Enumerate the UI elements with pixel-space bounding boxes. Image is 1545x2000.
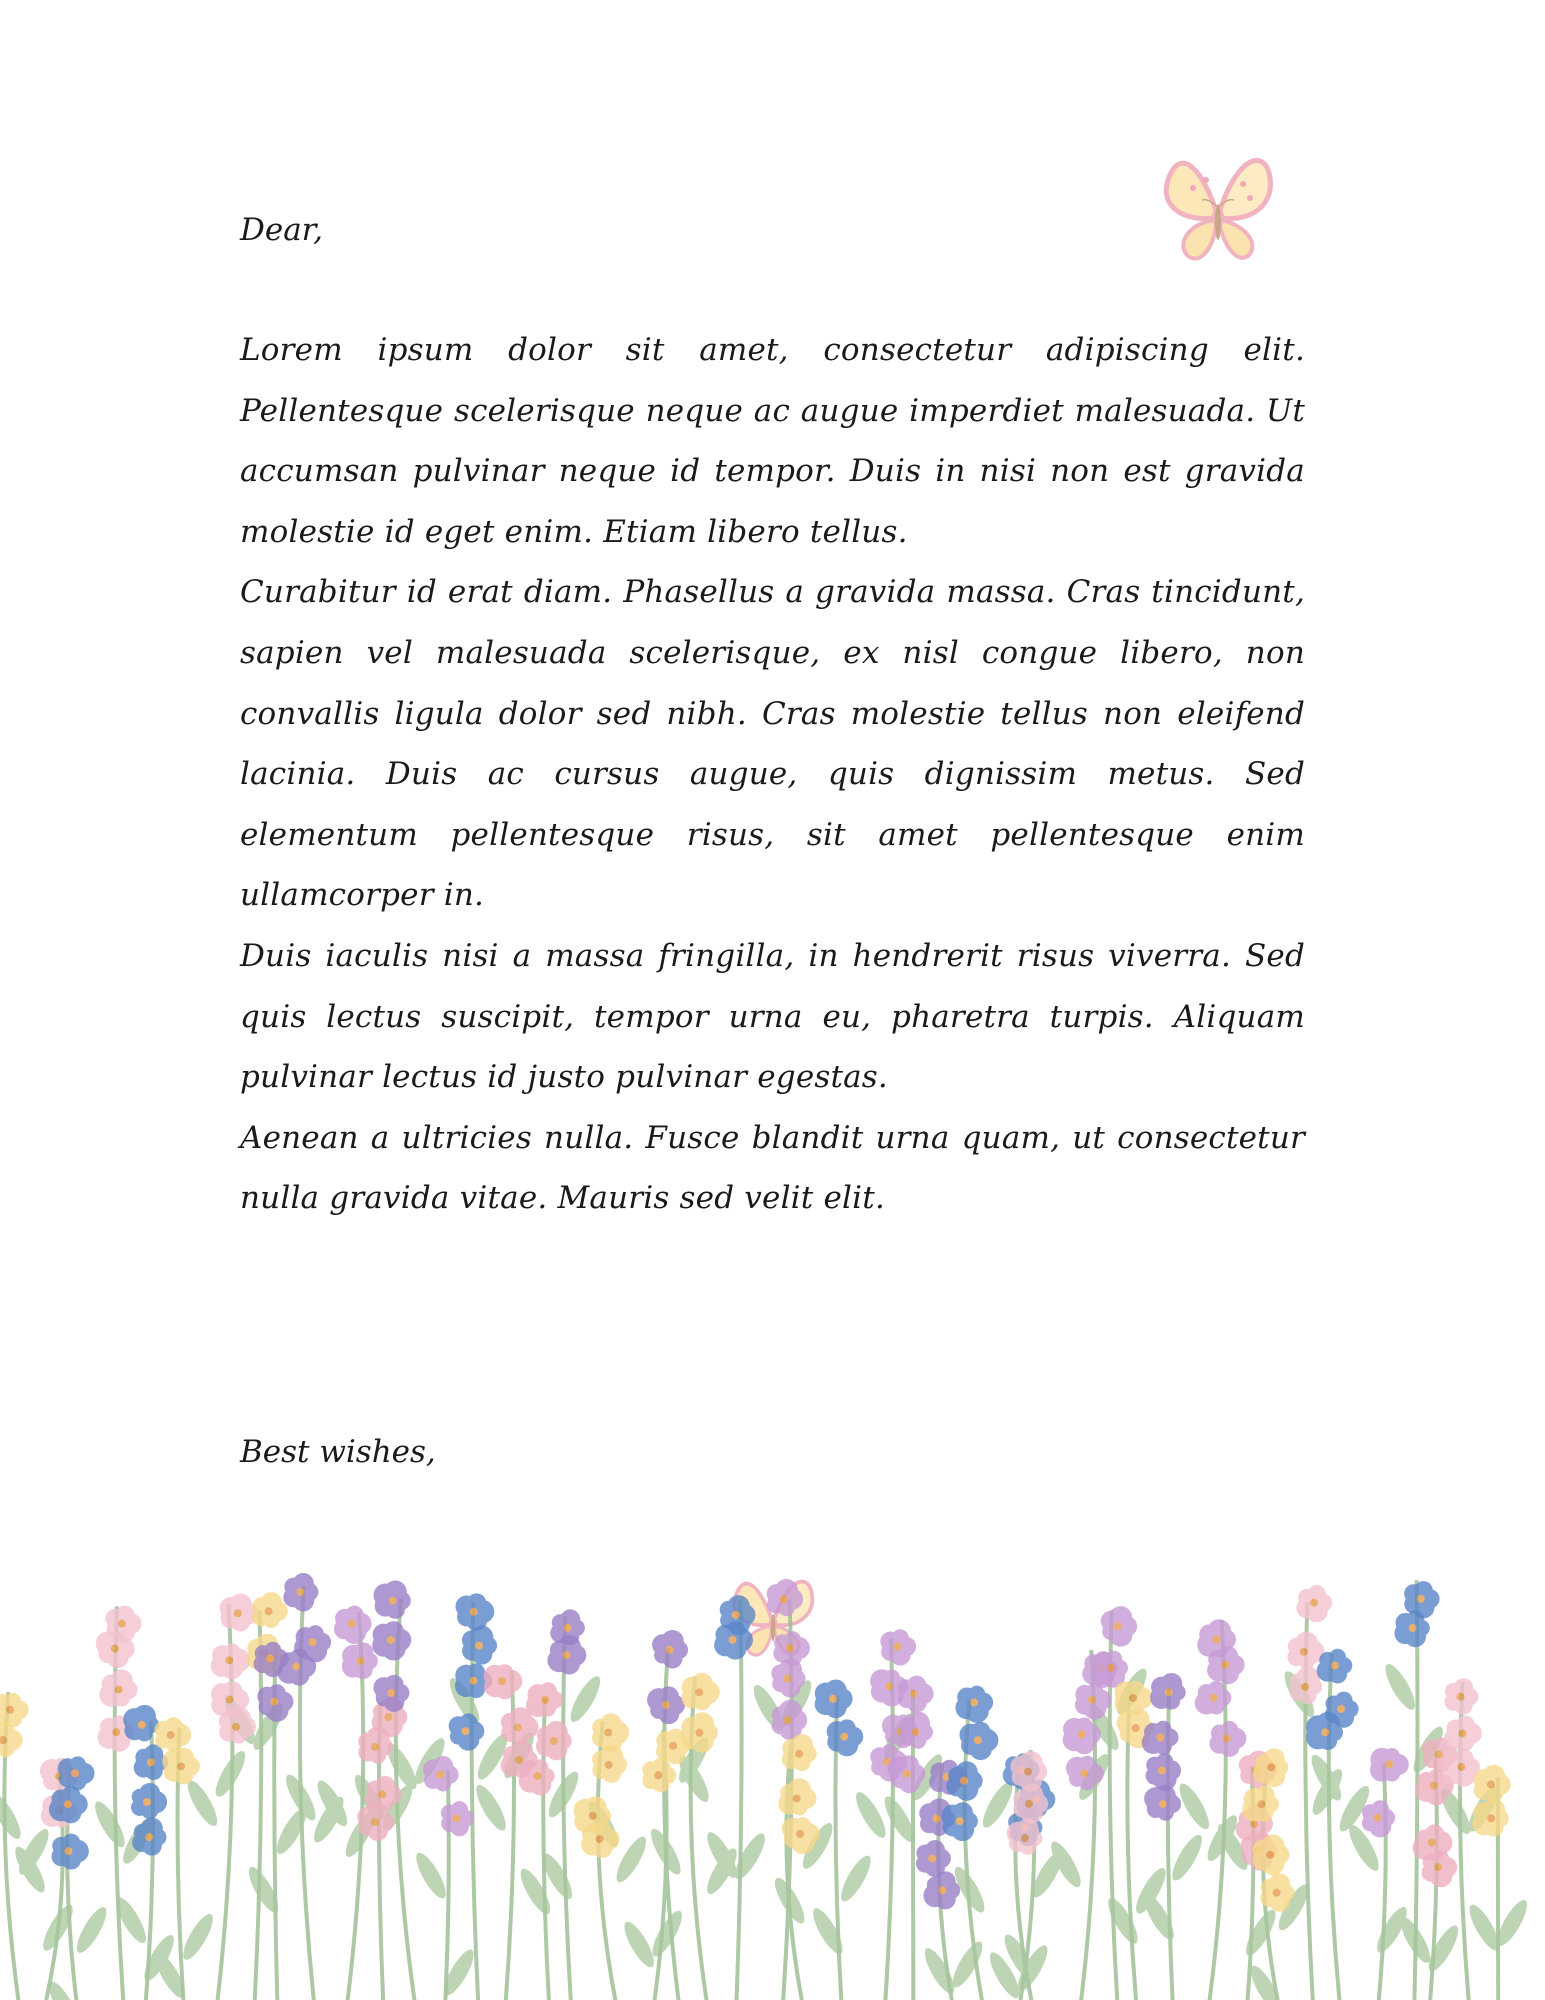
flower-bloom xyxy=(334,1606,372,1644)
flower-bloom xyxy=(123,1705,159,1742)
flower-bloom xyxy=(652,1630,688,1669)
flower-bloom xyxy=(1209,1721,1246,1757)
flower-bloom xyxy=(0,1693,29,1728)
flower-leaf xyxy=(836,1852,876,1905)
paragraph-2: Curabitur id erat diam. Phasellus a gravida massa. Cras tincidunt, sapien vel malesuada scelerisque, ex nisl congue libero, non convallis ligula dolor sed nibh. Cras molestie tellus non eleifend lacinia. Duis ac cursus augue, quis dignissim metus. Sed elementum pellentesque risus, sit amet pellentesque enim ullamcorper in. xyxy=(240,574,1305,914)
flower-bloom xyxy=(49,1786,88,1823)
flower-bloom xyxy=(0,1723,23,1757)
flower-bloom xyxy=(1306,1712,1343,1750)
closing: Best wishes, xyxy=(240,1434,436,1470)
flower-bloom xyxy=(923,1871,960,1909)
flower-bloom xyxy=(1207,1646,1245,1684)
flower-bloom xyxy=(373,1581,410,1619)
flower-bloom xyxy=(220,1594,259,1632)
letter-body xyxy=(240,320,1305,1229)
flower-bloom xyxy=(592,1745,627,1783)
flower-bloom xyxy=(1144,1785,1181,1820)
flower-leaf xyxy=(411,1849,451,1902)
flower-leaf xyxy=(1423,1922,1463,1975)
flower-leaf xyxy=(920,1945,960,1998)
flower-leaf xyxy=(808,1905,848,1958)
paragraph-4: Aenean a ultricies nulla. Fusce blandit urna quam, ut consectetur nulla gravida vitae. Mauris sed velit elit. xyxy=(240,1119,1305,1217)
flower-leaf xyxy=(183,1777,223,1830)
flower-bloom xyxy=(547,1635,586,1674)
letter xyxy=(240,210,1305,1470)
flower-bloom xyxy=(1445,1678,1479,1714)
flower-leaf xyxy=(948,1938,988,1991)
flower-bloom xyxy=(462,1626,497,1665)
flower-bloom xyxy=(955,1686,993,1723)
flower-bloom xyxy=(767,1579,803,1616)
flower-bloom xyxy=(342,1642,378,1679)
flower-bloom xyxy=(1473,1765,1510,1803)
flower-bloom xyxy=(423,1756,459,1791)
flower-leaf xyxy=(1139,1890,1179,1943)
flower-leaf xyxy=(1241,1906,1281,1959)
flower-leaf xyxy=(244,1863,284,1916)
flower-bloom xyxy=(1101,1606,1137,1647)
flower-bloom xyxy=(647,1686,685,1724)
flower-bloom xyxy=(58,1756,95,1790)
flower-bloom xyxy=(155,1717,192,1752)
flower-bloom xyxy=(1472,1799,1508,1837)
flower-bloom xyxy=(456,1593,495,1631)
flower-bloom xyxy=(941,1802,978,1841)
flower-bloom xyxy=(51,1834,88,1870)
flower-stem xyxy=(1378,1763,1386,2000)
flower-bloom xyxy=(441,1801,474,1836)
flower-bloom xyxy=(1146,1753,1182,1791)
flower-bloom xyxy=(898,1676,934,1713)
flower-stem xyxy=(445,1770,449,2000)
flower-leaf xyxy=(90,1798,130,1851)
flower-leaf xyxy=(1380,1660,1420,1713)
flower-bloom xyxy=(1142,1721,1179,1755)
flower-bloom xyxy=(1296,1585,1332,1622)
salutation: Dear, xyxy=(240,212,323,248)
flower-leaf xyxy=(72,1903,112,1956)
flower-bloom xyxy=(526,1682,563,1717)
wildflower-meadow xyxy=(0,1540,1545,2000)
flower-bloom xyxy=(1287,1632,1324,1669)
paragraph-3: Duis iaculis nisi a massa fringilla, in hendrerit risus viverra. Sed quis lectus suscipit, tempor urna eu, pharetra turpis. Aliquam pulvinar lectus id justo pulvinar egestas. xyxy=(240,937,1305,1096)
flower-bloom xyxy=(283,1573,318,1612)
flower-bloom xyxy=(1075,1683,1111,1720)
flower-bloom xyxy=(484,1664,522,1699)
flower-leaf xyxy=(619,1918,659,1971)
flower-bloom xyxy=(827,1719,864,1756)
flower-leaf xyxy=(471,1781,511,1834)
flower-leaf xyxy=(1103,1894,1143,1947)
flower-bloom xyxy=(211,1643,251,1679)
flower-bloom xyxy=(1422,1850,1458,1887)
flower-bloom xyxy=(1362,1800,1395,1837)
flower-bloom xyxy=(372,1621,411,1660)
flower-leaf xyxy=(1167,1831,1207,1884)
flower-bloom xyxy=(581,1821,619,1858)
flower-bloom xyxy=(880,1629,916,1665)
flower-bloom xyxy=(519,1759,555,1795)
paragraph-1: Lorem ipsum dolor sit amet, consectetur adipiscing elit. Pellentesque scelerisque neque ac augue imperdiet malesuada. Ut accumsan pulvinar neque id tempor. Duis in nisi non est gravida molestie id eget enim. Etiam libero tellus. xyxy=(240,332,1305,550)
flower-bloom xyxy=(132,1818,166,1856)
flower-leaf xyxy=(565,1673,605,1726)
flower-bloom xyxy=(1242,1785,1279,1822)
flower-bloom xyxy=(1150,1673,1186,1710)
flower-bloom xyxy=(131,1783,167,1819)
flower-leaf xyxy=(851,1788,891,1841)
flower-bloom xyxy=(815,1679,853,1718)
flower-bloom xyxy=(1444,1715,1482,1750)
flower-bloom xyxy=(1253,1835,1290,1876)
flower-bloom xyxy=(1007,1819,1043,1855)
flower-bloom xyxy=(1370,1748,1409,1782)
flower-leaf xyxy=(178,1910,218,1963)
flower-bloom xyxy=(99,1670,137,1707)
flower-bloom xyxy=(778,1778,816,1815)
flower-bloom xyxy=(681,1673,719,1711)
flower-leaf xyxy=(647,1907,687,1960)
flower-bloom xyxy=(252,1592,288,1628)
flower-leaf xyxy=(1246,1962,1286,2000)
flower-bloom xyxy=(536,1721,572,1760)
flower-bloom xyxy=(681,1712,718,1753)
flower-bloom xyxy=(162,1748,200,1785)
